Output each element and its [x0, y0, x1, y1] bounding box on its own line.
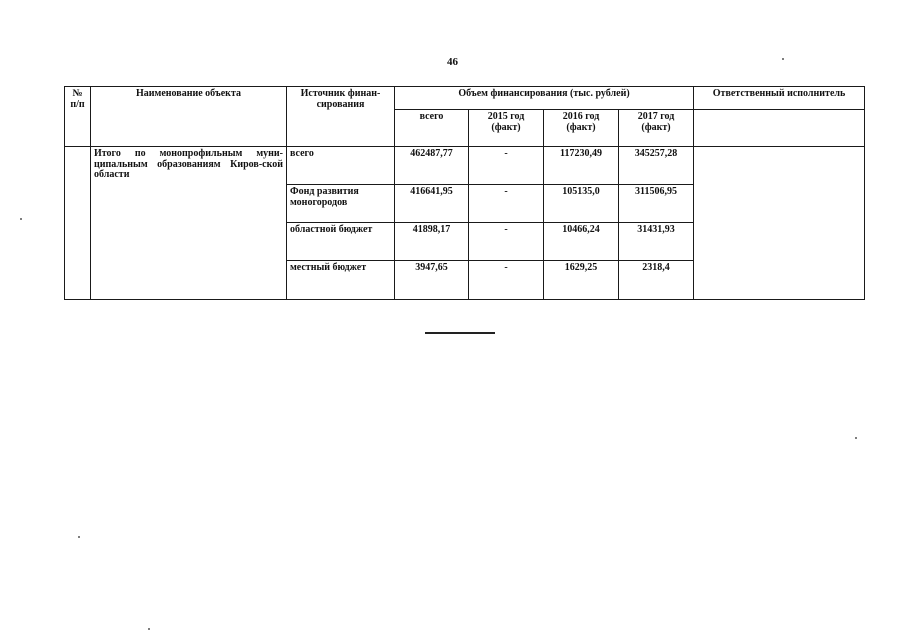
cell-responsible: [694, 147, 865, 300]
page-number: 46: [447, 56, 458, 68]
header-object-name: Наименование объекта: [91, 87, 287, 147]
cell-2015: -: [469, 185, 544, 223]
cell-object-name: Итого по монопрофильным муни-ципальным образованиям Киров-ской области: [91, 147, 287, 300]
header-num: № п/п: [65, 87, 91, 147]
cell-num: [65, 147, 91, 300]
cell-total: 3947,65: [395, 261, 469, 300]
cell-2016: 1629,25: [544, 261, 619, 300]
cell-2015: -: [469, 147, 544, 185]
cell-2017: 31431,93: [619, 223, 694, 261]
scan-speck: [20, 218, 22, 220]
subheader-2017: 2017 год (факт): [619, 110, 694, 147]
table-row: [65, 147, 865, 185]
cell-2016: 105135,0: [544, 185, 619, 223]
subheader-2015: 2015 год (факт): [469, 110, 544, 147]
scan-speck: [855, 437, 857, 439]
subheader-responsible-empty: [694, 110, 865, 147]
cell-2015: -: [469, 261, 544, 300]
scan-speck: [782, 58, 784, 60]
cell-2017: 345257,28: [619, 147, 694, 185]
cell-2016: 117230,49: [544, 147, 619, 185]
cell-2015: -: [469, 223, 544, 261]
cell-source: областной бюджет: [287, 223, 395, 261]
cell-total: 41898,17: [395, 223, 469, 261]
subheader-2016: 2016 год (факт): [544, 110, 619, 147]
header-responsible: Ответственный исполнитель: [694, 87, 865, 110]
cell-2017: 311506,95: [619, 185, 694, 223]
cell-2017: 2318,4: [619, 261, 694, 300]
cell-source: местный бюджет: [287, 261, 395, 300]
cell-source: Фонд развития моногородов: [287, 185, 395, 223]
cell-2016: 10466,24: [544, 223, 619, 261]
cell-source: всего: [287, 147, 395, 185]
cell-total: 462487,77: [395, 147, 469, 185]
end-divider: [425, 332, 495, 334]
scan-speck: [78, 536, 80, 538]
header-source: Источник финан- сирования: [287, 87, 395, 147]
scan-speck: [148, 628, 150, 630]
cell-total: 416641,95: [395, 185, 469, 223]
header-volume: Объем финансирования (тыс. рублей): [395, 87, 694, 110]
financing-table: [64, 86, 865, 300]
subheader-total: всего: [395, 110, 469, 147]
